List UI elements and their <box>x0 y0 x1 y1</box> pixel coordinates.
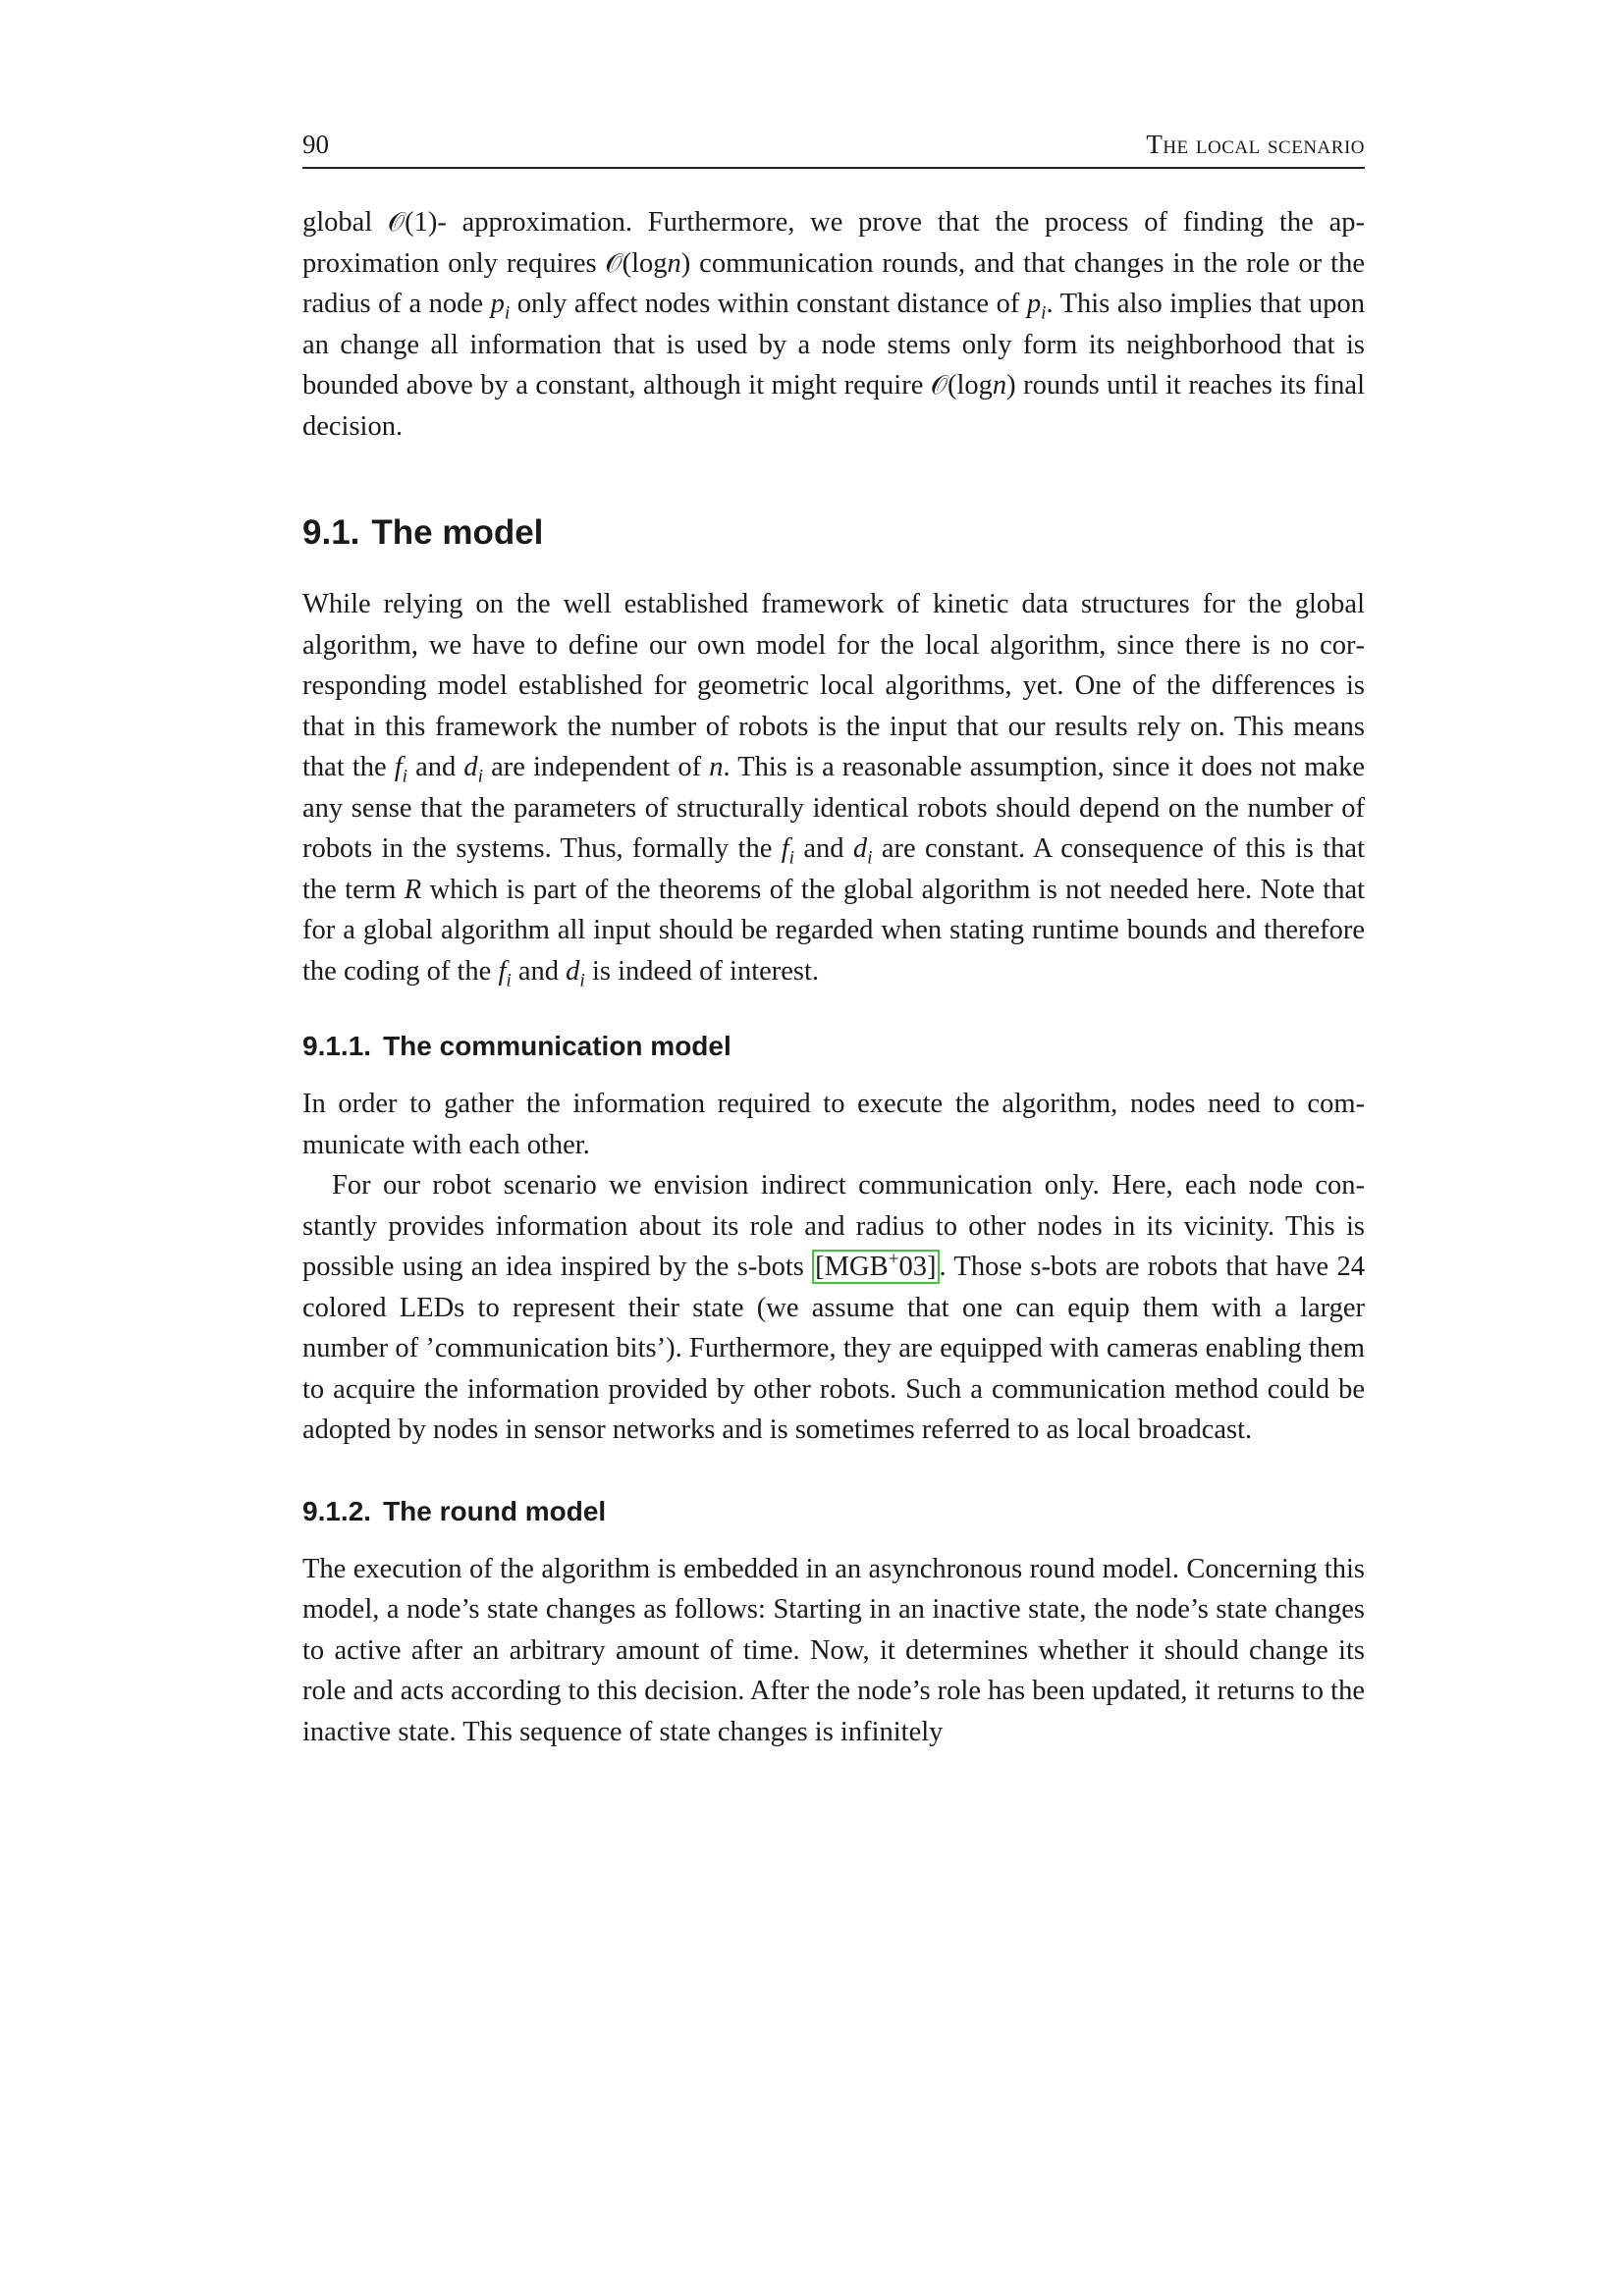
communication-paragraph-1: In order to gather the information required to execute the algorithm, nodes need to communicate with each other. <box>302 1089 1365 1160</box>
section-heading-model: 9.1. The model <box>302 513 544 552</box>
subsection-heading-round: 9.1.2. The round model <box>302 1495 607 1526</box>
subsection-heading-communication: 9.1.1. The communication model <box>302 1031 731 1061</box>
running-header <box>302 128 1365 169</box>
running-title: The local scenario <box>1146 130 1365 159</box>
citation-link-mgb03[interactable]: [MGB+03] <box>812 1250 939 1284</box>
model-paragraph: While relying on the well established framework of kinetic data structures for the global algorithm, we have to define our own model for the local algorithm, since there is no corresponding model established for geometric local algorithms, yet. One of the differences is that in this framework the number of robots is the input that our results rely on. This means that the $f_i$ and $d_i$ are independent of n. This is a reasonable assumption, since it does not make any sense that the parameters of structurally identical robots should depend on the number of robots in the systems. Thus, formally the $f_i$ and $d_i$ are constant. A consequence of this is that the term R which is part of the theorems of the global algorithm is not needed here. Note that for a global algorithm all input should be regarded when stating runtime bounds and therefore the coding of the $f_i$ and $d_i$ is indeed of interest. <box>302 589 1366 991</box>
page-number: 90 <box>302 130 329 159</box>
round-paragraph: The execution of the algorithm is embedded in an asynchronous round model. Concerning this model, a node’s state changes as follows: Starting in an inactive state, the node’s state changes to active after an arbitrary amount of time. Now, it determines whether it should change its role and acts according to this decision. After the node’s role has been updated, it returns to the inactive state. This sequence of state changes is infinitely <box>302 1553 1365 1747</box>
communication-paragraph-2: For our robot scenario we envision indirect communication only. Here, each node constantly provides information about its role and radius to other nodes in its vicinity. This is possible using an idea inspired by the s-bots [MGB+03] . Those s-bots are robots that have 24 colored LEDs to represent their state (we assume that one can equip them with a larger number of ’communication bits’). Furthermore, they are equipped with cameras enabling them to acquire the information provided by other robots. Such a communication method could be adopted by nodes in sensor networks and is sometimes referred to as local broadcast. <box>302 1170 1365 1445</box>
page <box>302 128 1365 1752</box>
intro-paragraph: global 𝒪(1)- approximation. Furthermore, we prove that the process of finding the approximation only requires 𝒪(logn) communication rounds, and that changes in the role or the radius of a node $p_i$ only affect nodes within constant distance of $p_i$. This also implies that upon an change all information that is used by a node stems only form its neighborhood that is bounded above by a constant, although it might require 𝒪(logn) rounds until it reaches its final decision. <box>302 207 1365 442</box>
